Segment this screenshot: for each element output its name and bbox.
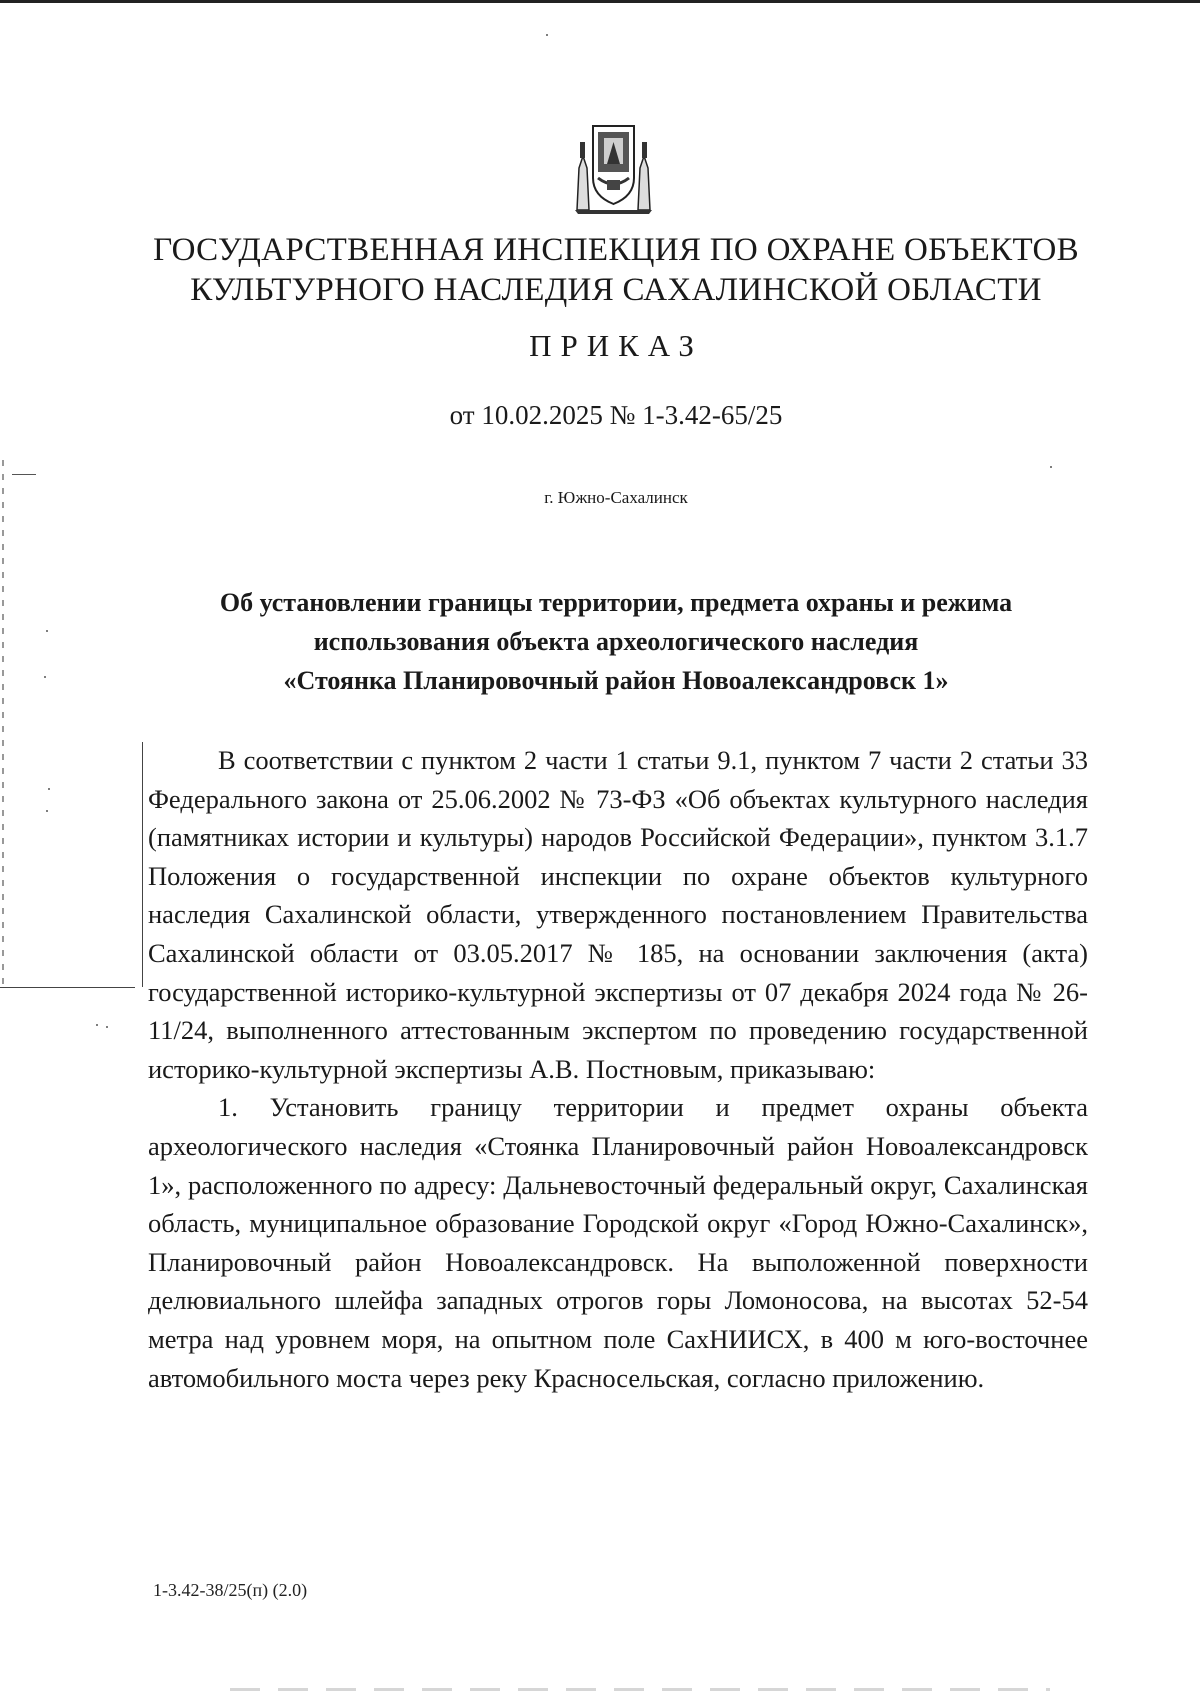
- order-date-number: от 10.02.2025 № 1-3.42-65/25: [449, 400, 783, 430]
- order-heading-line-3: «Стоянка Планировочный район Новоалександровск 1»: [283, 666, 949, 695]
- city-label: г. Южно-Сахалинск: [544, 488, 688, 507]
- scan-mark-left-line-2: [0, 987, 135, 988]
- scan-speck: [44, 676, 46, 678]
- order-heading: [148, 583, 1084, 700]
- scan-speck: [96, 1024, 98, 1026]
- scan-speck: [106, 1026, 108, 1028]
- scan-edge-top: [0, 0, 1200, 3]
- organization-title: [100, 230, 1132, 310]
- scan-speck: [46, 810, 48, 812]
- coat-of-arms-icon: [571, 120, 656, 216]
- order-body: [148, 741, 1088, 1397]
- scan-speck: [46, 630, 48, 632]
- clause-1-paragraph: 1. Установить границу территории и предмет охраны объекта археологического наследия «Стоянка Планировочный район Новоалександровск 1», расположенного по адресу: Дальневосточный федеральный округ, Сахалинская область, муниципальное образование Городской округ «Город Южно-Сахалинск», Планировочный район Новоалександровск. На выположенной поверхности делювиального шлейфа западных отрогов горы Ломоносова, на высотах 52-54 метра над уровнем моря, на опытном поле СахНИИСХ, в 400 м юго-восточнее автомобильного моста через реку Красносельская, согласно приложению.: [148, 1092, 1088, 1393]
- scan-mark-left-line-1: [12, 474, 36, 475]
- organization-title-line-2: КУЛЬТУРНОГО НАСЛЕДИЯ САХАЛИНСКОЙ ОБЛАСТИ: [190, 272, 1042, 308]
- document-code: 1-3.42-38/25(п) (2.0): [153, 1580, 308, 1600]
- preamble-paragraph: В соответствии с пунктом 2 части 1 статьи 9.1, пунктом 7 части 2 статьи 33 Федерального закона от 25.06.2002 № 73-ФЗ «Об объектах культурного наследия (памятниках истории и культуры) народов Российской Федерации», пунктом 3.1.7 Положения о государственной инспекции по охране объектов культурного наследия Сахалинской области, утвержденного постановлением Правительства Сахалинской области от 03.05.2017 № 185, на основании заключения (акта) государственной историко-культурной экспертизы от 07 декабря 2024 года № 26-11/24, выполненного аттестованным экспертом по проведению государственной историко-культурной экспертизы А.В. Постновым, приказываю:: [148, 745, 1088, 1084]
- organization-title-line-1: ГОСУДАРСТВЕННАЯ ИНСПЕКЦИЯ ПО ОХРАНЕ ОБЪЕКТОВ: [153, 232, 1079, 268]
- scan-mark-left-edge: [2, 460, 4, 990]
- scan-speck: [48, 788, 50, 790]
- scan-mark-binder-line: [142, 742, 143, 987]
- document-type: ПРИКАЗ: [529, 328, 703, 363]
- order-heading-line-2: использования объекта археологического наследия: [313, 627, 919, 656]
- scan-edge-bottom: [230, 1688, 1050, 1691]
- scan-speck: [1050, 466, 1052, 468]
- order-heading-line-1: Об установлении границы территории, предмета охраны и режима: [219, 588, 1013, 617]
- scan-speck: [546, 34, 548, 36]
